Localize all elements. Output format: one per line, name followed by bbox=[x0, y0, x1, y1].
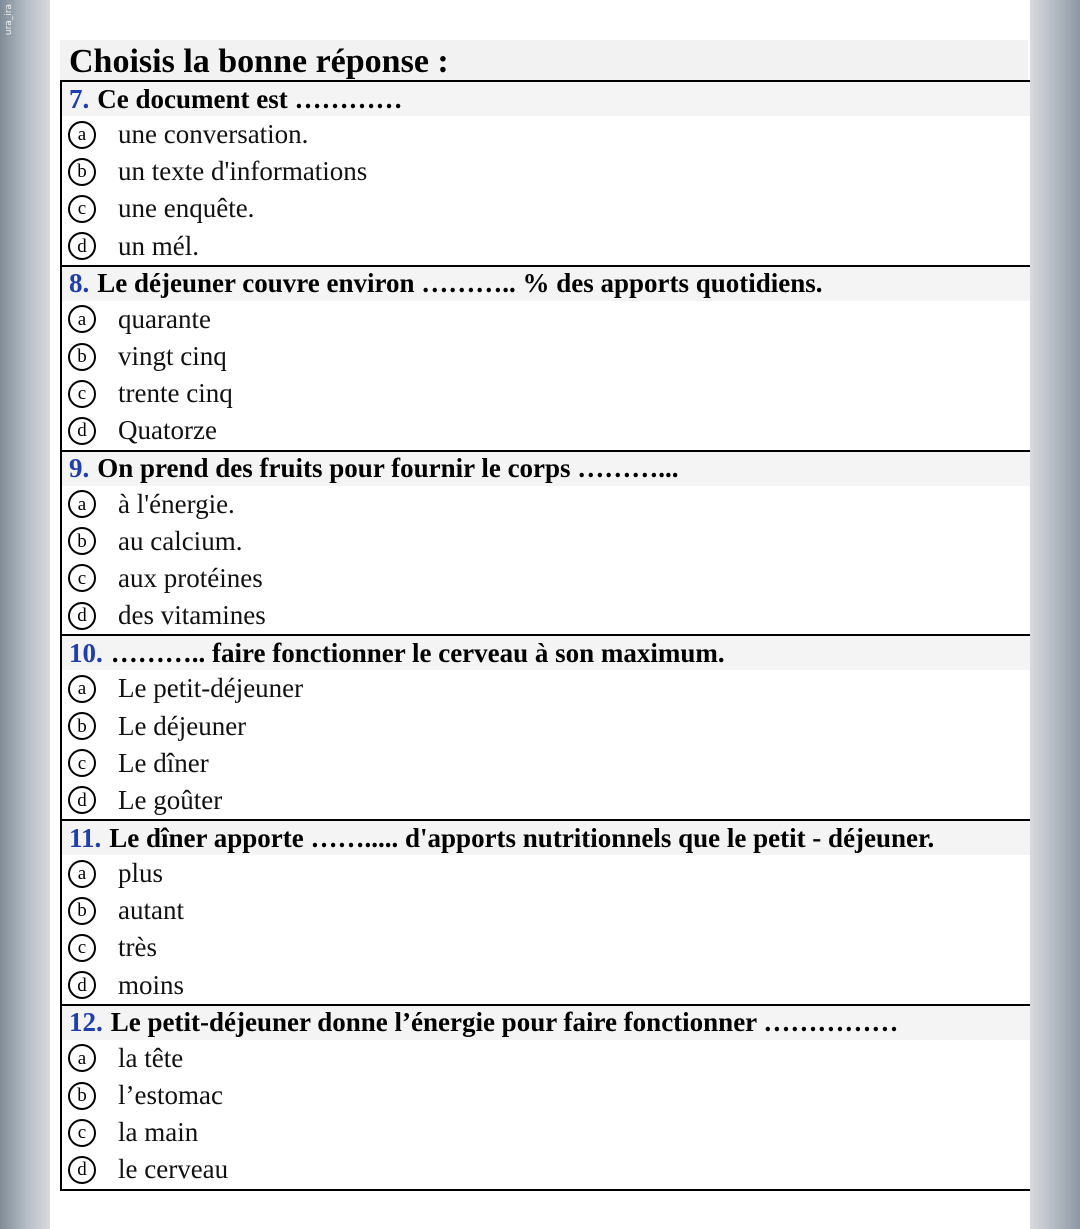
option-text: un texte d'informations bbox=[118, 156, 368, 187]
option-letter-circle[interactable]: c bbox=[68, 934, 96, 962]
option-letter-circle[interactable]: b bbox=[68, 527, 96, 555]
answer-option-c[interactable] bbox=[62, 1114, 1030, 1151]
right-background-strip bbox=[1030, 0, 1080, 1229]
option-letter-circle[interactable]: c bbox=[68, 195, 96, 223]
option-text: la main bbox=[118, 1117, 199, 1148]
answer-option-c[interactable] bbox=[62, 375, 1030, 412]
option-letter-circle[interactable]: d bbox=[68, 602, 96, 630]
quiz-list bbox=[60, 80, 1030, 1191]
answer-option-d[interactable] bbox=[62, 967, 1030, 1004]
question-8 bbox=[62, 265, 1030, 450]
option-text: autant bbox=[118, 895, 184, 926]
question-number: 10. bbox=[69, 637, 103, 668]
side-label: ura_ira bbox=[4, 4, 14, 36]
question-12 bbox=[62, 1004, 1030, 1191]
answer-option-b[interactable] bbox=[62, 1077, 1030, 1114]
answer-option-b[interactable] bbox=[62, 707, 1030, 744]
option-letter-circle[interactable]: a bbox=[68, 675, 96, 703]
option-text: le cerveau bbox=[118, 1154, 229, 1185]
option-text: des vitamines bbox=[118, 600, 266, 631]
option-text: Le petit-déjeuner bbox=[118, 673, 304, 704]
answer-option-b[interactable] bbox=[62, 153, 1030, 190]
option-letter-circle[interactable]: d bbox=[68, 971, 96, 999]
question-text: Le dîner apporte ……..... d'apports nutritionnels que le petit - déjeuner. bbox=[109, 822, 935, 853]
answer-option-a[interactable] bbox=[62, 855, 1030, 892]
option-text: une conversation. bbox=[118, 119, 309, 150]
option-letter-circle[interactable]: a bbox=[68, 860, 96, 888]
question-prompt bbox=[62, 452, 1030, 486]
answer-option-b[interactable] bbox=[62, 523, 1030, 560]
question-number: 12. bbox=[69, 1007, 103, 1038]
question-9 bbox=[62, 450, 1030, 635]
question-7 bbox=[62, 80, 1030, 265]
answer-option-a[interactable] bbox=[62, 116, 1030, 153]
option-letter-circle[interactable]: c bbox=[68, 380, 96, 408]
option-letter-circle[interactable]: b bbox=[68, 897, 96, 925]
option-text: moins bbox=[118, 969, 185, 1000]
option-letter-circle[interactable]: b bbox=[68, 1082, 96, 1110]
question-number: 11. bbox=[69, 822, 102, 853]
option-letter-circle[interactable]: b bbox=[68, 712, 96, 740]
option-text: quarante bbox=[118, 303, 211, 334]
option-letter-circle[interactable]: b bbox=[68, 158, 96, 186]
left-background-strip bbox=[0, 0, 50, 1229]
option-letter-circle[interactable]: b bbox=[68, 343, 96, 371]
question-number: 8. bbox=[69, 268, 90, 299]
option-letter-circle[interactable]: c bbox=[68, 564, 96, 592]
answer-option-d[interactable] bbox=[62, 782, 1030, 819]
option-text: très bbox=[118, 932, 157, 963]
question-text: Le déjeuner couvre environ ……….. % des apports quotidiens. bbox=[97, 268, 823, 299]
option-text: à l'énergie. bbox=[118, 488, 235, 519]
option-letter-circle[interactable]: d bbox=[68, 232, 96, 260]
option-text: la tête bbox=[118, 1042, 184, 1073]
option-text: Le déjeuner bbox=[118, 710, 247, 741]
option-text: Le dîner bbox=[118, 747, 209, 778]
option-letter-circle[interactable]: a bbox=[68, 1044, 96, 1072]
question-prompt bbox=[62, 636, 1030, 670]
option-text: trente cinq bbox=[118, 378, 233, 409]
option-letter-circle[interactable]: a bbox=[68, 121, 96, 149]
question-number: 9. bbox=[69, 453, 90, 483]
answer-option-d[interactable] bbox=[62, 597, 1030, 634]
option-letter-circle[interactable]: d bbox=[68, 786, 96, 814]
question-text: ……….. faire fonctionner le cerveau à son maximum. bbox=[110, 637, 725, 668]
question-prompt bbox=[62, 267, 1030, 301]
answer-option-a[interactable] bbox=[62, 1040, 1030, 1077]
answer-option-b[interactable] bbox=[62, 892, 1030, 929]
option-letter-circle[interactable]: a bbox=[68, 305, 96, 333]
answer-option-d[interactable] bbox=[62, 228, 1030, 265]
question-10 bbox=[62, 634, 1030, 819]
page-title: Choisis la bonne réponse : bbox=[69, 43, 449, 80]
option-letter-circle[interactable]: d bbox=[68, 417, 96, 445]
option-text: l’estomac bbox=[118, 1080, 223, 1111]
answer-option-a[interactable] bbox=[62, 670, 1030, 707]
option-text: vingt cinq bbox=[118, 341, 227, 372]
answer-option-a[interactable] bbox=[62, 301, 1030, 338]
option-letter-circle[interactable]: a bbox=[68, 490, 96, 518]
answer-option-d[interactable] bbox=[62, 1151, 1030, 1188]
answer-option-c[interactable] bbox=[62, 190, 1030, 227]
question-prompt bbox=[62, 821, 1030, 855]
worksheet-page bbox=[50, 0, 1030, 1229]
answer-option-c[interactable] bbox=[62, 745, 1030, 782]
question-text: Le petit-déjeuner donne l’énergie pour faire fonctionner …………… bbox=[110, 1007, 899, 1038]
option-text: une enquête. bbox=[118, 193, 255, 224]
question-prompt bbox=[62, 1006, 1030, 1040]
question-11 bbox=[62, 819, 1030, 1004]
option-text: Quatorze bbox=[118, 415, 217, 446]
question-text: Ce document est ………… bbox=[97, 83, 403, 114]
option-text: plus bbox=[118, 858, 164, 889]
option-text: un mél. bbox=[118, 230, 199, 261]
question-prompt bbox=[62, 82, 1030, 116]
question-number: 7. bbox=[69, 83, 90, 114]
option-letter-circle[interactable]: d bbox=[68, 1156, 96, 1184]
option-text: au calcium. bbox=[118, 525, 243, 556]
question-text: On prend des fruits pour fournir le corps ………... bbox=[97, 453, 679, 483]
answer-option-d[interactable] bbox=[62, 412, 1030, 449]
option-letter-circle[interactable]: c bbox=[68, 1119, 96, 1147]
answer-option-c[interactable] bbox=[62, 560, 1030, 597]
answer-option-b[interactable] bbox=[62, 338, 1030, 375]
answer-option-a[interactable] bbox=[62, 486, 1030, 523]
answer-option-c[interactable] bbox=[62, 929, 1030, 966]
option-letter-circle[interactable]: c bbox=[68, 749, 96, 777]
option-text: aux protéines bbox=[118, 562, 263, 593]
option-text: Le goûter bbox=[118, 784, 223, 815]
